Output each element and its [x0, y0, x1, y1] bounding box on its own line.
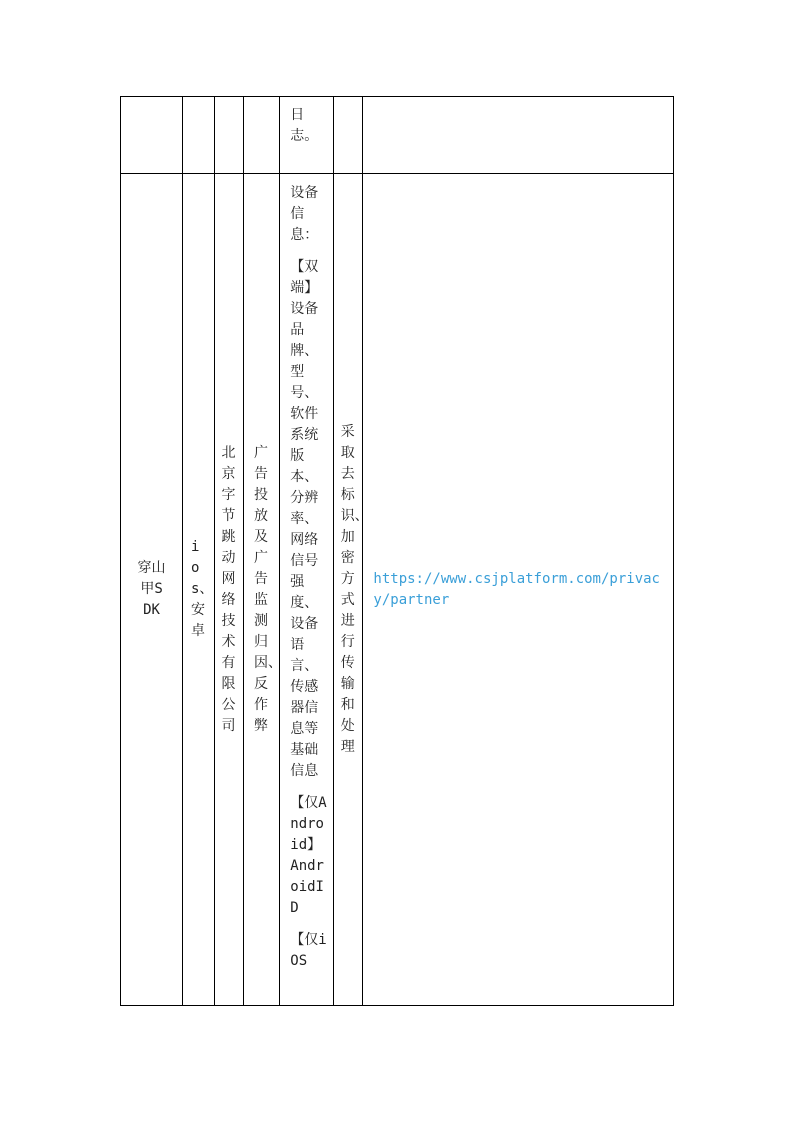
purpose-text: 广告投放及广告监测归因、反作弊 — [254, 444, 283, 734]
privacy-policy-link[interactable]: https://www.csjplatform.com/privacy/partner — [373, 570, 660, 608]
sdk-name: 穿山甲SDK — [137, 560, 166, 618]
company-cell — [215, 174, 244, 1006]
info-paragraph: 【仅Android】AndroidID — [290, 795, 327, 916]
platform-cell — [183, 97, 215, 174]
protection-text: 采取去标识、加密方式进行传输和处理 — [340, 423, 369, 755]
company-name: 北京字节跳动网络技术有限公司 — [221, 444, 236, 734]
info-paragraph: 【双端】设备品牌、型号、软件系统版本、分辨率、网络信号强度、设备语言、传感器信息等基础信息 — [290, 259, 319, 779]
table-row — [121, 174, 674, 1006]
info-paragraph: 日志。 — [290, 107, 319, 144]
link-cell — [363, 97, 674, 174]
info-cell — [280, 97, 334, 174]
table-row — [121, 97, 674, 174]
info-cell — [280, 174, 334, 1006]
platform-cell — [183, 174, 215, 1006]
purpose-cell — [244, 174, 283, 1006]
info-paragraph: 【仅iOS — [290, 932, 327, 969]
info-paragraph: 设备信息： — [290, 185, 319, 243]
sdk-table — [120, 96, 674, 1006]
sdk-name-cell — [121, 97, 183, 174]
sdk-name-cell — [121, 174, 183, 1006]
protection-cell — [334, 174, 369, 1006]
purpose-cell — [244, 97, 280, 174]
link-cell — [363, 174, 674, 1006]
platform-text: ios、安卓 — [190, 539, 214, 639]
company-cell — [215, 97, 244, 174]
protection-cell — [334, 97, 363, 174]
